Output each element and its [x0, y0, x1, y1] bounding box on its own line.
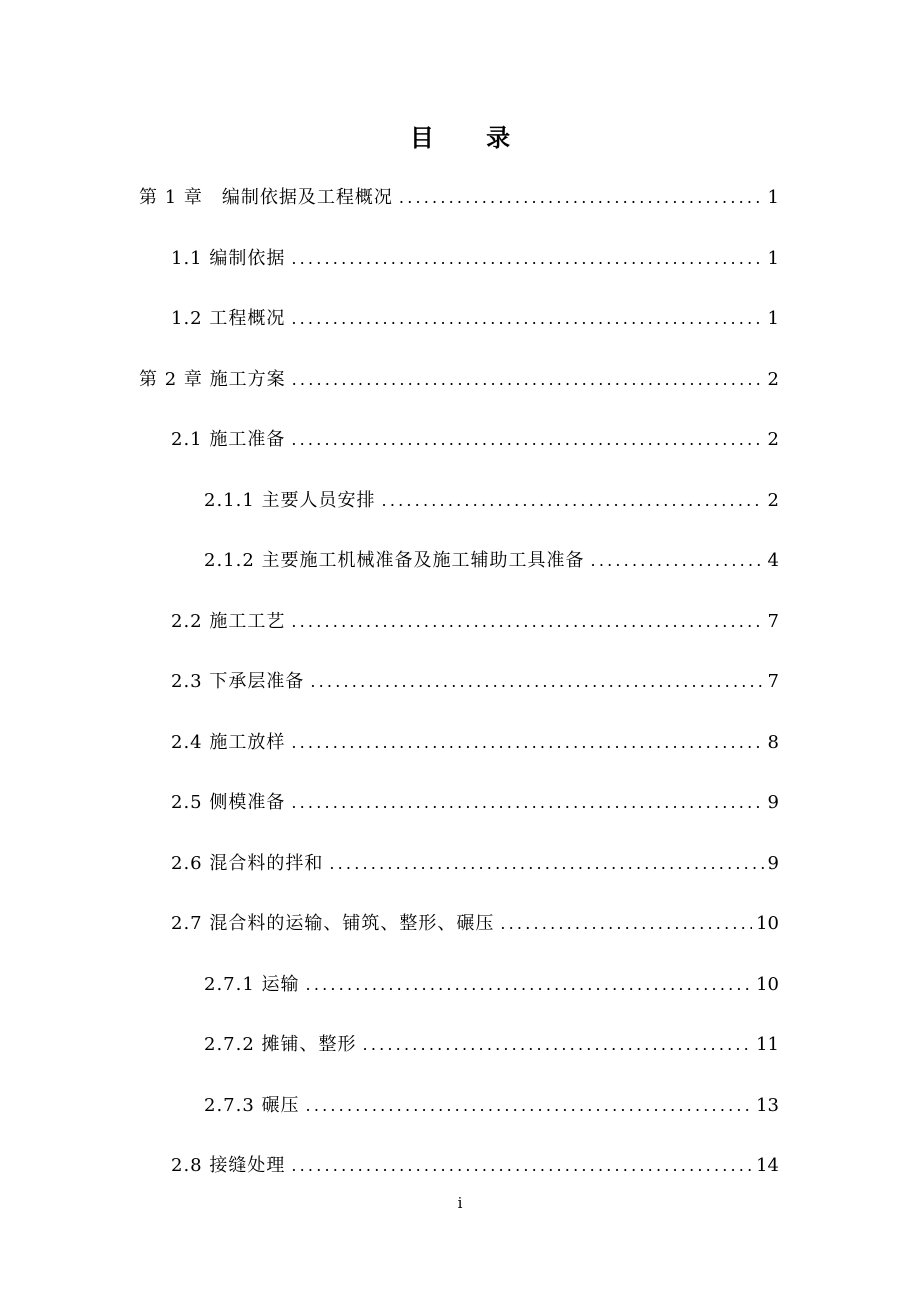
toc-dot-leader: [382, 489, 764, 513]
toc-dot-leader: [291, 1154, 752, 1178]
toc-entry[interactable]: [0, 229, 920, 290]
toc-entry[interactable]: [0, 713, 920, 774]
toc-dot-leader: [292, 368, 764, 392]
toc-entry-page: 8: [767, 731, 779, 753]
toc-entry[interactable]: [0, 592, 920, 653]
toc-entry-page: 7: [767, 671, 779, 693]
toc-entry-title: 2.7.3 碾压: [204, 1094, 300, 1116]
toc-entry[interactable]: [0, 773, 920, 834]
toc-entry[interactable]: [0, 1076, 920, 1137]
toc-entry[interactable]: [0, 289, 920, 350]
toc-dot-leader: [291, 610, 763, 634]
toc-entry-page: 14: [756, 1155, 779, 1177]
toc-entry-title: 2.3 下承层准备: [171, 671, 305, 693]
toc-entry-title: 2.1.1 主要人员安排: [204, 489, 376, 511]
toc-dot-leader: [591, 549, 764, 573]
toc-entry-page: 2: [767, 489, 779, 511]
toc-entry-page: 4: [767, 550, 779, 572]
toc-entry-title: 2.5 侧模准备: [171, 792, 286, 814]
toc-dot-leader: [500, 912, 752, 936]
toc-entry-page: 1: [767, 187, 779, 209]
toc-entry-title: 2.6 混合料的拌和: [171, 852, 324, 874]
toc-dot-leader: [291, 307, 763, 331]
toc-entry-title: 2.7 混合料的运输、铺筑、整形、碾压: [171, 913, 495, 935]
toc-entry-page: 9: [767, 852, 779, 874]
toc-entry[interactable]: [0, 1015, 920, 1076]
toc-dot-leader: [329, 852, 763, 876]
toc-entry-page: 7: [767, 610, 779, 632]
toc-entry[interactable]: [0, 471, 920, 532]
toc-entry[interactable]: [0, 652, 920, 713]
toc-list: [0, 168, 920, 1197]
toc-entry-title: 2.7.1 运输: [204, 973, 300, 995]
toc-entry-page: 1: [767, 308, 779, 330]
toc-dot-leader: [291, 428, 763, 452]
toc-entry[interactable]: [0, 410, 920, 471]
toc-entry-title: 1.1 编制依据: [171, 247, 286, 269]
toc-entry-page: 13: [756, 1094, 779, 1116]
toc-entry[interactable]: [0, 1136, 920, 1197]
toc-dot-leader: [399, 186, 764, 210]
toc-entry[interactable]: [0, 834, 920, 895]
toc-entry[interactable]: [0, 350, 920, 411]
toc-entry-page: 11: [756, 1034, 779, 1056]
toc-dot-leader: [291, 247, 763, 271]
toc-entry-page: 10: [756, 973, 779, 995]
toc-entry-title: 2.1 施工准备: [171, 429, 286, 451]
toc-dot-leader: [363, 1033, 753, 1057]
toc-entry-page: 2: [767, 429, 779, 451]
toc-title: 目 录: [409, 124, 533, 152]
toc-entry-page: 2: [767, 368, 779, 390]
toc-entry-title: 2.1.2 主要施工机械准备及施工辅助工具准备: [204, 550, 585, 572]
toc-entry-page: 10: [756, 913, 779, 935]
toc-entry-page: 9: [767, 792, 779, 814]
toc-entry[interactable]: [0, 168, 920, 229]
toc-entry-title: 2.2 施工工艺: [171, 610, 286, 632]
toc-entry-page: 1: [767, 247, 779, 269]
toc-entry-title: 第 2 章 施工方案: [139, 368, 286, 390]
toc-entry-title: 2.7.2 摊铺、整形: [204, 1034, 357, 1056]
toc-dot-leader: [291, 791, 763, 815]
toc-entry-title: 第 1 章 编制依据及工程概况: [139, 187, 393, 209]
toc-dot-leader: [291, 731, 763, 755]
toc-entry-title: 1.2 工程概况: [171, 308, 286, 330]
toc-entry[interactable]: [0, 531, 920, 592]
toc-entry-title: 2.4 施工放样: [171, 731, 286, 753]
toc-dot-leader: [306, 973, 753, 997]
toc-dot-leader: [306, 1094, 753, 1118]
page-number: i: [457, 1194, 463, 1212]
toc-entry-title: 2.8 接缝处理: [171, 1155, 286, 1177]
toc-entry[interactable]: [0, 955, 920, 1016]
toc-dot-leader: [310, 670, 763, 694]
toc-entry[interactable]: [0, 894, 920, 955]
